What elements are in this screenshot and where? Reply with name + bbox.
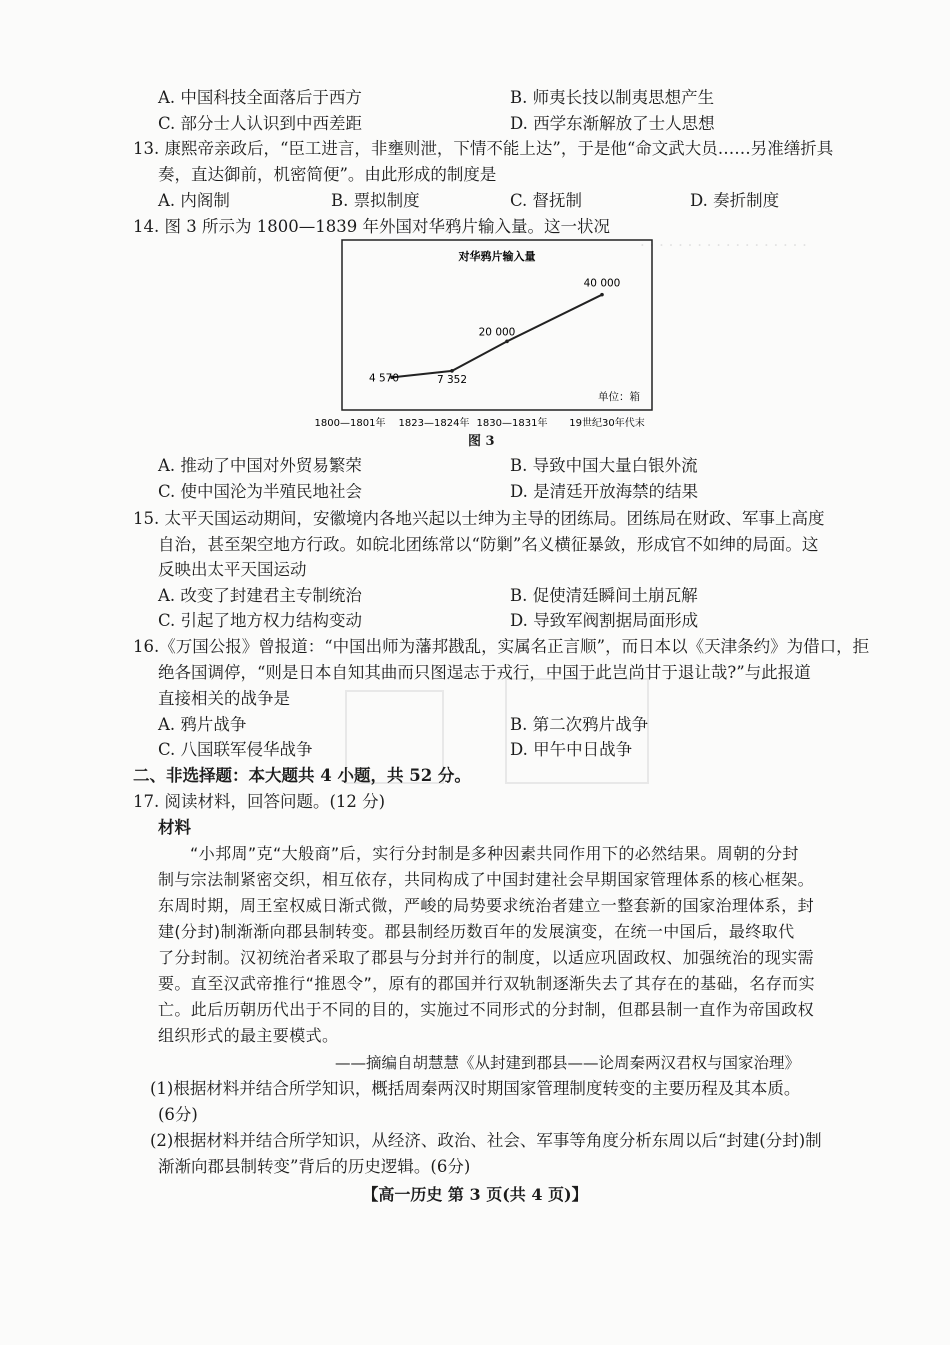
q13-option-d[interactable]: D. 奏折制度 [690, 191, 780, 210]
q16-stem-line2: 绝各国调停，“则是日本自知其曲而只图逞志于戎行，中国于此岂尚甘于退让哉?”与此报道 [158, 663, 811, 682]
q15-option-b[interactable]: B. 促使清廷瞬间土崩瓦解 [510, 586, 698, 605]
opium-import-chart [314, 238, 654, 438]
q17-intro: 17. 阅读材料，回答问题。(12 分) [133, 792, 386, 811]
chart-data-label-2: 7 352 [436, 373, 468, 386]
q13-option-a[interactable]: A. 内阁制 [158, 191, 230, 210]
q17-sub2-line1: (2)根据材料并结合所学知识，从经济、政治、社会、军事等角度分析东周以后“封建(分封)制 [150, 1131, 822, 1150]
q17-material-line8: 组织形式的最主要模式。 [158, 1026, 339, 1045]
q17-material-label: 材料 [158, 818, 191, 837]
q15-option-c[interactable]: C. 引起了地方权力结构变动 [158, 611, 363, 630]
q16-option-b[interactable]: B. 第二次鸦片战争 [510, 715, 649, 734]
q14-stem-line1: 14. 图 3 所示为 1800—1839 年外国对华鸦片输入量。这一状况 [133, 217, 610, 236]
q17-sub1-line1: (1)根据材料并结合所学知识，概括周秦两汉时期国家管理制度转变的主要历程及其本质。 [150, 1079, 801, 1098]
q13-option-b[interactable]: B. 票拟制度 [331, 191, 420, 210]
q17-material-line5: 了分封制。汉初统治者采取了郡县与分封并行的制度，以适应巩固政权、加强统治的现实需 [158, 948, 815, 967]
q15-option-a[interactable]: A. 改变了封建君主专制统治 [158, 586, 362, 605]
page-footer: 【高一历史 第 3 页(共 4 页)】 [362, 1185, 588, 1204]
q16-option-d[interactable]: D. 甲午中日战争 [510, 740, 633, 759]
chart-x-tick-2: 1823—1824年 [398, 418, 470, 429]
q12-option-c[interactable]: C. 部分士人认识到中西差距 [158, 114, 363, 133]
chart-x-tick-3: 1830—1831年 [476, 418, 548, 429]
q12-option-a[interactable]: A. 中国科技全面落后于西方 [158, 88, 362, 107]
chart-data-label-1: 4 570 [368, 372, 400, 385]
chart-data-label-4: 40 000 [583, 277, 621, 290]
q15-option-d[interactable]: D. 导致军阀割据局面形成 [510, 611, 699, 630]
chart-point-3 [505, 340, 509, 344]
q14-option-a[interactable]: A. 推动了中国对外贸易繁荣 [158, 456, 362, 475]
chart-unit-label: 单位：箱 [598, 391, 640, 403]
chart-frame [342, 240, 652, 410]
chart-x-tick-4: 19世纪30年代末 [569, 418, 645, 429]
q17-sub1-line2: (6分) [158, 1105, 198, 1124]
q14-option-d[interactable]: D. 是清廷开放海禁的结果 [510, 482, 699, 501]
bleed-through-text: · · · · · · · · · · · · · · · · · · [640, 236, 807, 254]
chart-x-tick-1: 1800—1801年 [314, 418, 386, 429]
q17-material-line4: 建(分封)制渐渐向郡县制转变。郡县制经历数百年的发展演变，在统一中国后，最终取代 [158, 922, 795, 941]
q13-stem-line1: 13. 康熙帝亲政后，“臣工进言，非壅则泄，下情不能上达”，于是他“命文武大员……另准缮折具 [133, 139, 834, 158]
q13-option-c[interactable]: C. 督抚制 [510, 191, 583, 210]
q14-option-c[interactable]: C. 使中国沦为半殖民地社会 [158, 482, 363, 501]
chart-point-2 [450, 369, 454, 373]
q16-option-a[interactable]: A. 鸦片战争 [158, 715, 247, 734]
section2-heading: 二、非选择题：本大题共 4 小题，共 52 分。 [133, 766, 471, 785]
chart-data-label-3: 20 000 [478, 326, 516, 339]
q16-stem-line1: 16.《万国公报》曾报道：“中国出师为藩邦戡乱，实属名正言顺”，而日本以《天津条约》为借口，拒 [133, 637, 870, 656]
q17-material-line2: 制与宗法制紧密交织，相互依存，共同构成了中国封建社会早期国家管理体系的核心框架。 [158, 870, 815, 889]
q17-material-line1: “小邦周”克“大般商”后，实行分封制是多种因素共同作用下的必然结果。周朝的分封 [190, 844, 799, 863]
q17-source: ——摘编自胡慧慧《从封建到郡县——论周秦两汉君权与国家治理》 [335, 1054, 801, 1072]
chart-caption: 图 3 [468, 434, 495, 449]
q13-stem-line2: 奏，直达御前，机密简便”。由此形成的制度是 [158, 165, 497, 184]
chart-title: 对华鸦片输入量 [458, 250, 536, 263]
chart-point-4 [600, 293, 604, 297]
q17-material-line6: 要。直至汉武帝推行“推恩令”，原有的郡国并行双轨制逐渐失去了其存在的基础，名存而实 [158, 974, 815, 993]
q14-option-b[interactable]: B. 导致中国大量白银外流 [510, 456, 698, 475]
q17-sub2-line2: 渐渐向郡县制转变”背后的历史逻辑。(6分) [158, 1157, 471, 1176]
q15-stem-line3: 反映出太平天国运动 [158, 560, 307, 579]
q12-option-d[interactable]: D. 西学东渐解放了士人思想 [510, 114, 715, 133]
q16-option-c[interactable]: C. 八国联军侵华战争 [158, 740, 313, 759]
q17-material-line3: 东周时期，周王室权威日渐式微，严峻的局势要求统治者建立一整套新的国家治理体系，封 [158, 896, 815, 915]
q15-stem-line2: 自治，甚至架空地方行政。如皖北团练常以“防剿”名义横征暴敛，形成官不如绅的局面。这 [158, 535, 819, 554]
q17-material-line7: 亡。此后历朝历代出于不同的目的，实施过不同形式的分封制，但郡县制一直作为帝国政权 [158, 1000, 815, 1019]
q15-stem-line1: 15. 太平天国运动期间，安徽境内各地兴起以士绅为主导的团练局。团练局在财政、军事上高度 [133, 509, 825, 528]
q12-option-b[interactable]: B. 师夷长技以制夷思想产生 [510, 88, 715, 107]
q16-stem-line3: 直接相关的战争是 [158, 689, 290, 708]
